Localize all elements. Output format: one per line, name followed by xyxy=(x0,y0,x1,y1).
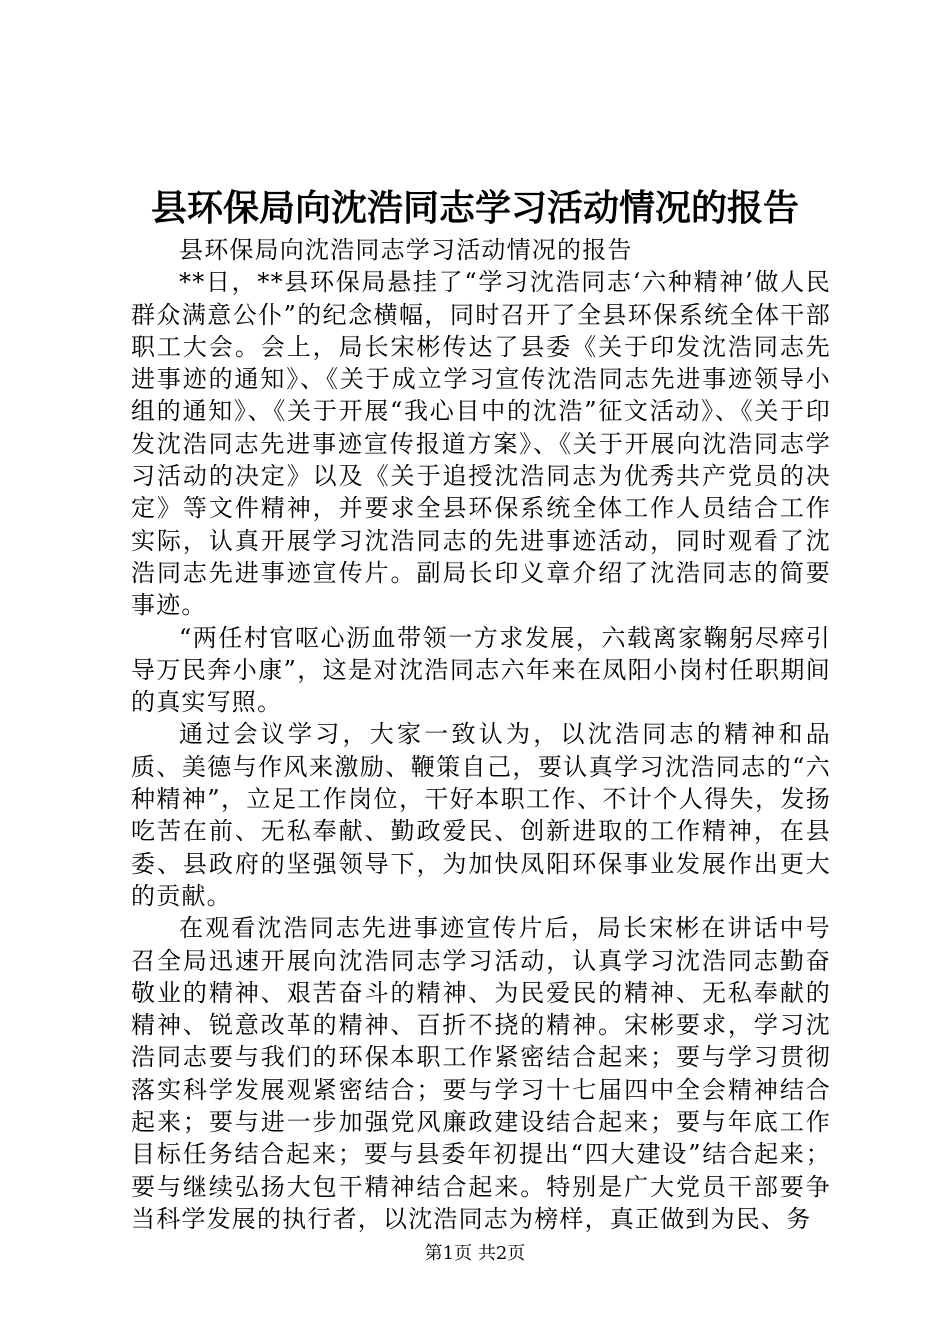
body-paragraph-1: **日，**县环保局悬挂了“学习沈浩同志‘六种精神’做人民群众满意公仆”的纪念横幅，同时召开了全县环保系统全体干部职工大会。会上，局长宋彬传达了县委《关于印发沈浩同志先进事迹的通知》、《关于成立学习宣传沈浩同志先进事迹领导小组的通知》、《关于开展“我心目中的沈浩”征文活动》、《关于印发沈浩同志先进事迹宣传报道方案》、《关于开展向沈浩同志学习活动的决定》以及《关于追授沈浩同志为优秀共产党员的决定》等文件精神，并要求全县环保系统全体工作人员结合工作实际，认真开展学习沈浩同志的先进事迹活动，同时观看了沈浩同志先进事迹宣传片。副局长印义章介绍了沈浩同志的简要事迹。 xyxy=(131,268,831,620)
document-body xyxy=(131,234,831,1235)
page-number-footer: 第1页 共2页 xyxy=(424,1243,526,1264)
body-paragraph-subtitle: 县环保局向沈浩同志学习活动情况的报告 xyxy=(179,236,633,264)
body-paragraph-2: “两任村官呕心沥血带领一方求发展，六载离家鞠躬尽瘁引导万民奔小康”，这是对沈浩同志六年来在凤阳小岗村任职期间的真实写照。 xyxy=(131,623,831,717)
body-paragraph-4: 在观看沈浩同志先进事迹宣传片后，局长宋彬在讲话中号召全局迅速开展向沈浩同志学习活动，认真学习沈浩同志勤奋敬业的精神、艰苦奋斗的精神、为民爱民的精神、无私奉献的精神、锐意改革的精神、百折不挠的精神。宋彬要求，学习沈浩同志要与我们的环保本职工作紧密结合起来；要与学习贯彻落实科学发展观紧密结合；要与学习十七届四中全会精神结合起来；要与进一步加强党风廉政建设结合起来；要与年底工作目标任务结合起来；要与县委年初提出“四大建设”结合起来；要与继续弘扬大包干精神结合起来。特别是广大党员干部要争当科学发展的执行者，以沈浩同志为榜样，真正做到为民、务 xyxy=(131,914,831,1233)
body-paragraph-3: 通过会议学习，大家一致认为，以沈浩同志的精神和品质、美德与作风来激励、鞭策自己，要认真学习沈浩同志的“六种精神”，立足工作岗位，干好本职工作、不计个人得失，发扬吃苦在前、无私奉献、勤政爱民、创新进取的工作精神，在县委、县政府的坚强领导下，为加快凤阳环保事业发展作出更大的贡献。 xyxy=(131,720,831,910)
document-title: 县环保局向沈浩同志学习活动情况的报告 xyxy=(150,187,799,229)
